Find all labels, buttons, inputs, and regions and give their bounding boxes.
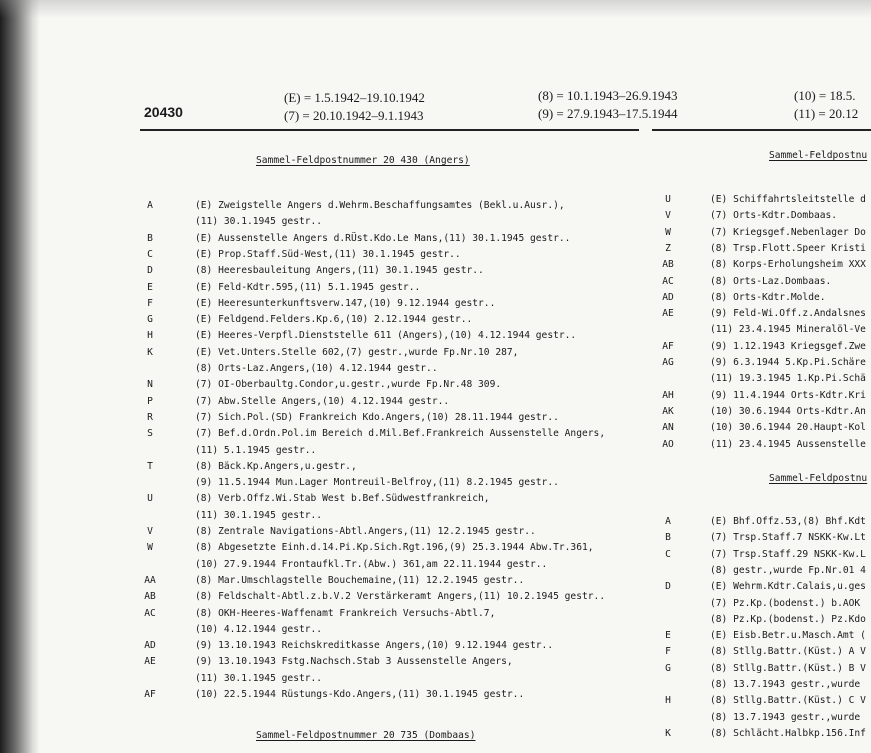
entry-label: K [147, 346, 153, 358]
entry-label: E [665, 630, 671, 642]
entry-label: AG [662, 357, 674, 368]
entry-label: K [665, 727, 671, 739]
entry-label: A [665, 516, 671, 527]
entry-text: (8) gestr.,wurde Fp.Nr.01 4 [710, 564, 866, 576]
entry-text: (10) 30.6.1944 20.Haupt-Kol [710, 422, 866, 434]
entry-label: AD [662, 291, 674, 303]
entry-text: (E) Prop.Staff.Süd-West,(11) 30.1.1945 gestr.. [195, 248, 461, 260]
entry-text: (8) OKH-Heeres-Waffenamt Frankreich Versuchs-Abtl.7, [195, 607, 496, 619]
entry-label: S [147, 428, 153, 440]
entry-text: (8) Bäck.Kp.Angers,u.gestr., [195, 460, 357, 472]
entry-label: AK [662, 405, 674, 417]
entry-text: (9) 11.4.1944 Orts-Kdtr.Kri [710, 389, 866, 401]
entry-label: AH [662, 389, 674, 401]
entry-text: (7) Pz.Kp.(bodenst.) b.AOK [710, 597, 861, 609]
entry-label: U [147, 493, 153, 505]
entry-text: (8) Stllg.Battr.(Küst.) B V [710, 662, 866, 674]
entry-label: U [665, 194, 671, 205]
entry-text: (8) Korps-Erholungsheim XXX [710, 259, 866, 271]
entry-text: (E) Heeresunterkunftsverw.147,(10) 9.12.1944 gestr.. [195, 297, 496, 309]
section-title-right-2: Sammel-Feldpostnu [769, 473, 868, 484]
entry-label: W [147, 542, 153, 554]
entry-text: (8) Orts-Laz.Dombaas. [710, 275, 832, 287]
entry-text: (E) Zweigstelle Angers d.Wehrm.Beschaffungsamtes (Bekl.u.Ausr.), [195, 200, 565, 211]
entry-text: (10) 30.6.1944 Orts-Kdtr.An [710, 405, 866, 417]
entry-text: (E) Schiffahrtsleitstelle d [710, 194, 866, 205]
entry-text: (E) Vet.Unters.Stelle 602,(7) gestr.,wurde Fp.Nr.10 287, [195, 346, 519, 358]
entry-text: (10) 22.5.1944 Rüstungs-Kdo.Angers,(11) 30.1.1945 gestr.. [195, 689, 525, 700]
entry-label: H [665, 695, 671, 707]
book-binding-shadow [0, 0, 40, 753]
entry-text: (9) 11.5.1944 Mun.Lager Montreuil-Belfroy,(11) 8.2.1945 gestr.. [195, 477, 559, 489]
entry-text: (9) 13.10.1943 Reichskreditkasse Angers,(10) 9.12.1944 gestr.. [195, 640, 554, 652]
entry-text: (7) Orts-Kdtr.Dombaas. [710, 210, 838, 222]
period-legend-3a: (10) = 18.5. [794, 88, 856, 103]
header-rule-left [140, 129, 639, 131]
entry-text: (8) Abgesetzte Einh.d.14.Pi.Kp.Sich.Rgt.196,(9) 25.3.1944 Abw.Tr.361, [195, 542, 594, 554]
entry-text: (11) 5.1.1945 gestr.. [195, 444, 317, 456]
entry-label: V [147, 526, 153, 537]
entry-label: AA [144, 574, 156, 586]
period-legend-1b: (7) = 20.10.1942–9.1.1943 [284, 108, 424, 123]
entry-text: (11) 30.1.1945 gestr.. [195, 216, 323, 228]
entry-label: F [665, 646, 671, 658]
section-title-20430: Sammel-Feldpostnummer 20 430 (Angers) [256, 155, 470, 166]
entry-text: (8) 13.7.1943 gestr.,wurde [710, 711, 861, 723]
entry-label: C [665, 548, 671, 560]
top-edge-shadow [0, 0, 871, 18]
entry-text: (8) Trsp.Flott.Speer Kristi [710, 242, 866, 254]
entry-text: (11) 23.4.1945 Aussenstelle [710, 438, 866, 450]
entry-text: (E) Wehrm.Kdtr.Calais,u.ges [710, 581, 866, 593]
entry-text: (8) Verb.Offz.Wi.Stab West b.Bef.Südwestfrankreich, [195, 493, 490, 505]
period-legend-2a: (8) = 10.1.1943–26.9.1943 [538, 88, 678, 103]
entry-text: (E) Bhf.Offz.53,(8) Bhf.Kdt [710, 516, 866, 527]
entry-label: R [147, 411, 153, 423]
entry-label: B [147, 232, 153, 244]
entry-label: AB [144, 591, 156, 603]
section-title-right-1: Sammel-Feldpostnu [769, 150, 868, 161]
entry-text: (7) Bef.d.Ordn.Pol.im Bereich d.Mil.Bef.Frankreich Aussenstelle Angers, [195, 428, 606, 440]
entry-label: AN [662, 422, 674, 434]
entry-text: (11) 23.4.1945 Mineralöl-Ve [710, 324, 866, 336]
entry-text: (8) Stllg.Battr.(Küst.) A V [710, 646, 866, 658]
entry-label: N [147, 379, 153, 391]
header-rule-right [652, 129, 871, 131]
entry-text: (7) Kriegsgef.Nebenlager Do [710, 226, 866, 238]
entry-label: P [147, 395, 153, 407]
entry-label: AC [662, 275, 674, 287]
entry-label: T [147, 460, 153, 472]
entry-label: V [665, 210, 671, 222]
entry-label: AE [662, 308, 674, 320]
entry-label: AF [662, 340, 674, 352]
entry-label: C [147, 248, 153, 260]
entry-text: (E) Feld-Kdtr.595,(11) 5.1.1945 gestr.. [195, 281, 421, 293]
entry-text: (8) 13.7.1943 gestr.,wurde [710, 679, 861, 690]
entry-text: (8) Schlächt.Halbkp.156.Inf [710, 727, 866, 739]
entry-text: (8) Zentrale Navigations-Abtl.Angers,(11) 12.2.1945 gestr.. [195, 526, 536, 537]
entry-text: (E) Eisb.Betr.u.Masch.Amt ( [710, 630, 866, 642]
entry-label: H [147, 330, 153, 342]
entry-text: (9) 13.10.1943 Fstg.Nachsch.Stab 3 Aussenstelle Angers, [195, 656, 513, 668]
feldpost-number: 20430 [144, 104, 183, 120]
entry-label: B [665, 532, 671, 544]
entry-text: (7) Trsp.Staff.7 NSKK-Kw.Lt [710, 532, 866, 544]
entry-label: W [665, 226, 671, 238]
entry-text: (10) 4.12.1944 gestr.. [195, 623, 323, 635]
entry-text: (E) Feldgend.Felders.Kp.6,(10) 2.12.1944 gestr.. [195, 314, 473, 326]
entry-label: Z [665, 242, 671, 254]
entry-label: G [147, 314, 153, 326]
entry-text: (E) Aussenstelle Angers d.RÜst.Kdo.Le Mans,(11) 30.1.1945 gestr.. [195, 232, 571, 244]
entry-label: E [147, 281, 153, 293]
entry-label: D [665, 581, 671, 593]
entry-label: AD [144, 640, 156, 652]
entry-label: F [147, 297, 153, 309]
entry-text: (11) 19.3.1945 1.Kp.Pi.Schä [710, 373, 866, 385]
entry-text: (8) Feldschalt-Abtl.z.b.V.2 Verstärkeramt Angers,(11) 10.2.1945 gestr.. [195, 591, 606, 603]
entry-label: AB [662, 259, 674, 271]
entry-text: (E) Heeres-Verpfl.Dienststelle 611 (Angers),(10) 4.12.1944 gestr.. [195, 330, 577, 342]
entry-text: (8) Pz.Kp.(bodenst.) Pz.Kdo [710, 613, 866, 625]
period-legend-2b: (9) = 27.9.1943–17.5.1944 [538, 106, 678, 121]
entry-text: (10) 27.9.1944 Frontaufkl.Tr.(Abw.) 361,am 22.11.1944 gestr.. [195, 558, 548, 570]
entry-label: AF [144, 689, 156, 700]
section-title-20735: Sammel-Feldpostnummer 20 735 (Dombaas) [256, 730, 476, 741]
entry-text: (9) Feld-Wi.Off.z.Andalsnes [710, 308, 866, 320]
period-legend-3b: (11) = 20.12 [794, 106, 859, 121]
entry-label: D [147, 265, 153, 277]
entry-text: (7) Sich.Pol.(SD) Frankreich Kdo.Angers,(10) 28.11.1944 gestr.. [195, 411, 559, 423]
entry-label: A [147, 200, 153, 211]
entry-text: (11) 30.1.1945 gestr.. [195, 509, 323, 521]
entry-text: (9) 1.12.1943 Kriegsgef.Zwe [710, 340, 866, 352]
entry-label: AC [144, 607, 156, 619]
entry-text: (7) OI-Oberbaultg.Condor,u.gestr.,wurde Fp.Nr.48 309. [195, 379, 502, 391]
entry-text: (11) 30.1.1945 gestr.. [195, 672, 323, 684]
entry-label: AO [662, 438, 674, 450]
entry-text: (7) Abw.Stelle Angers,(10) 4.12.1944 gestr.. [195, 395, 450, 407]
period-legend-1a: (E) = 1.5.1942–19.10.1942 [284, 90, 425, 105]
entry-text: (8) Stllg.Battr.(Küst.) C V [710, 695, 866, 707]
entry-text: (8) Mar.Umschlagstelle Bouchemaine,(11) 12.2.1945 gestr.. [195, 574, 525, 586]
entry-label: AE [144, 656, 156, 668]
entry-text: (7) Trsp.Staff.29 NSKK-Kw.L [710, 548, 866, 560]
entry-text: (8) Orts-Laz.Angers,(10) 4.12.1944 gestr.. [195, 363, 438, 374]
entry-text: (9) 6.3.1944 5.Kp.Pi.Schäre [710, 357, 866, 368]
entry-text: (8) Heeresbauleitung Angers,(11) 30.1.1945 gestr.. [195, 265, 484, 277]
entry-label: G [665, 662, 671, 674]
entry-text: (8) Orts-Kdtr.Molde. [710, 291, 826, 303]
